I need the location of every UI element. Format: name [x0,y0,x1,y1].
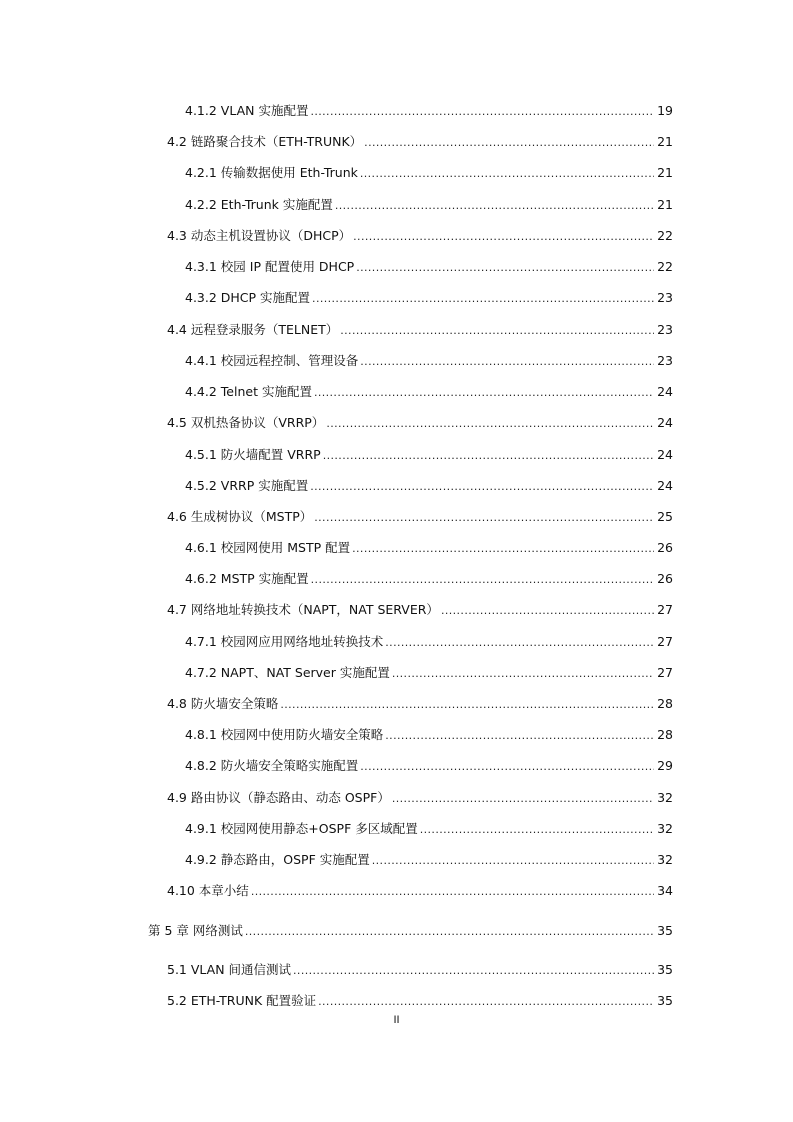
toc-dot-leader [360,165,654,183]
toc-entry-title: 4.5.2 VRRP 实施配置 [185,478,309,493]
toc-entry-page-number: 26 [657,571,673,586]
toc-entry-page-number: 27 [657,602,673,617]
toc-entry-title: 5.2 ETH-TRUNK 配置验证 [167,993,317,1008]
toc-entry[interactable] [185,196,673,214]
toc-entry-page-number: 28 [657,727,673,742]
toc-entry-page-number: 23 [657,290,673,305]
toc-entry[interactable] [167,992,673,1010]
toc-entry[interactable] [185,477,673,495]
toc-entry-title: 4.1.2 VLAN 实施配置 [185,103,309,118]
toc-dot-leader [392,665,654,683]
toc-entry-page-number: 21 [657,197,673,212]
toc-entry[interactable] [185,383,673,401]
toc-entry-page-number: 24 [657,478,673,493]
toc-entry-page-number: 27 [657,665,673,680]
toc-entry-title: 4.4 远程登录服务（TELNET） [167,322,339,337]
toc-dot-leader [360,353,654,371]
toc-dot-leader [372,852,654,870]
toc-entry-title: 4.5.1 防火墙配置 VRRP [185,447,321,462]
toc-entry[interactable] [167,227,673,245]
toc-entry-page-number: 32 [657,790,673,805]
toc-entry[interactable] [185,352,673,370]
toc-entry-page-number: 24 [657,384,673,399]
toc-entry-title: 4.6.2 MSTP 实施配置 [185,571,309,586]
toc-entry-page-number: 32 [657,821,673,836]
toc-entry[interactable] [185,102,673,120]
toc-entry-title: 4.3.2 DHCP 实施配置 [185,290,311,305]
toc-dot-leader [280,696,654,714]
toc-entry[interactable] [185,289,673,307]
toc-entry[interactable] [185,664,673,682]
toc-dot-leader [335,197,654,215]
toc-entry-title: 4.7.2 NAPT、NAT Server 实施配置 [185,665,390,680]
toc-dot-leader [385,634,654,652]
toc-dot-leader [360,758,654,776]
toc-entry-title: 4.3.1 校园 IP 配置使用 DHCP [185,259,355,274]
toc-entry-title: 4.2.1 传输数据使用 Eth-Trunk [185,165,358,180]
toc-entry-title: 4.10 本章小结 [167,883,249,898]
toc-entry[interactable] [185,539,673,557]
toc-entry-title: 4.7.1 校园网应用网络地址转换技术 [185,634,384,649]
toc-entry-page-number: 27 [657,634,673,649]
toc-entry[interactable] [185,633,673,651]
toc-entry-page-number: 28 [657,696,673,711]
toc-entry[interactable] [167,601,673,619]
toc-entry-page-number: 22 [657,259,673,274]
toc-entry[interactable] [185,446,673,464]
toc-entry-page-number: 23 [657,353,673,368]
toc-entry[interactable] [167,882,673,900]
toc-entry-title: 4.5 双机热备协议（VRRP） [167,415,325,430]
toc-entry-title: 4.9 路由协议（静态路由、动态 OSPF） [167,790,390,805]
toc-dot-leader [311,571,654,589]
toc-entry-page-number: 26 [657,540,673,555]
toc-entry[interactable] [167,961,673,979]
toc-entry[interactable] [167,133,673,151]
toc-entry-title: 4.3 动态主机设置协议（DHCP） [167,228,352,243]
toc-entry[interactable] [167,789,673,807]
toc-entry-title: 4.2.2 Eth-Trunk 实施配置 [185,197,333,212]
toc-entry[interactable] [148,922,673,940]
toc-entry[interactable] [167,414,673,432]
toc-dot-leader [314,384,654,402]
toc-dot-leader [318,993,654,1011]
toc-entry-title: 4.6.1 校园网使用 MSTP 配置 [185,540,351,555]
toc-entry-page-number: 25 [657,509,673,524]
toc-entry-page-number: 29 [657,758,673,773]
toc-entry-page-number: 19 [657,103,673,118]
toc-entry-title: 4.8 防火墙安全策略 [167,696,279,711]
toc-entry-title: 5.1 VLAN 间通信测试 [167,962,292,977]
toc-dot-leader [314,509,654,527]
toc-dot-leader [392,790,654,808]
toc-entry-title: 4.9.2 静态路由，OSPF 实施配置 [185,852,370,867]
toc-dot-leader [293,962,654,980]
toc-dot-leader [310,103,654,121]
toc-entry[interactable] [167,695,673,713]
toc-entry-page-number: 32 [657,852,673,867]
toc-entry[interactable] [185,851,673,869]
toc-entry-page-number: 24 [657,447,673,462]
toc-entry-page-number: 24 [657,415,673,430]
toc-entry-title: 4.4.2 Telnet 实施配置 [185,384,312,399]
toc-dot-leader [312,290,654,308]
toc-entry-title: 4.9.1 校园网使用静态+OSPF 多区域配置 [185,821,418,836]
toc-entry-title: 4.7 网络地址转换技术（NAPT，NAT SERVER） [167,602,439,617]
toc-entry-title: 第 5 章 网络测试 [148,923,243,938]
toc-dot-leader [352,540,654,558]
toc-entry-title: 4.6 生成树协议（MSTP） [167,509,313,524]
toc-entry-page-number: 23 [657,322,673,337]
toc-dot-leader [353,228,654,246]
toc-dot-leader [310,478,654,496]
toc-entry[interactable] [167,321,673,339]
toc-entry[interactable] [185,570,673,588]
toc-entry-page-number: 22 [657,228,673,243]
toc-entry[interactable] [167,508,673,526]
toc-dot-leader [245,923,654,941]
toc-entry[interactable] [185,164,673,182]
toc-entry[interactable] [185,726,673,744]
toc-entry[interactable] [185,820,673,838]
toc-entry-title: 4.8.2 防火墙安全策略实施配置 [185,758,359,773]
toc-dot-leader [364,134,654,152]
toc-entry-page-number: 34 [657,883,673,898]
toc-entry[interactable] [185,258,673,276]
toc-dot-leader [323,447,654,465]
toc-entry-title: 4.8.1 校园网中使用防火墙安全策略 [185,727,384,742]
toc-entry-page-number: 21 [657,165,673,180]
toc-entry-page-number: 35 [657,923,673,938]
toc-entry-title: 4.2 链路聚合技术（ETH-TRUNK） [167,134,363,149]
toc-entry[interactable] [185,757,673,775]
toc-entry-title: 4.4.1 校园远程控制、管理设备 [185,353,359,368]
toc-dot-leader [340,322,654,340]
toc-entry-page-number: 35 [657,962,673,977]
toc-dot-leader [441,602,654,620]
toc-dot-leader [356,259,654,277]
toc-dot-leader [385,727,654,745]
page-number-footer: II [393,1014,400,1026]
toc-dot-leader [326,415,654,433]
toc-entry-page-number: 35 [657,993,673,1008]
toc-dot-leader [420,821,654,839]
toc-entry-page-number: 21 [657,134,673,149]
toc-dot-leader [251,883,654,901]
